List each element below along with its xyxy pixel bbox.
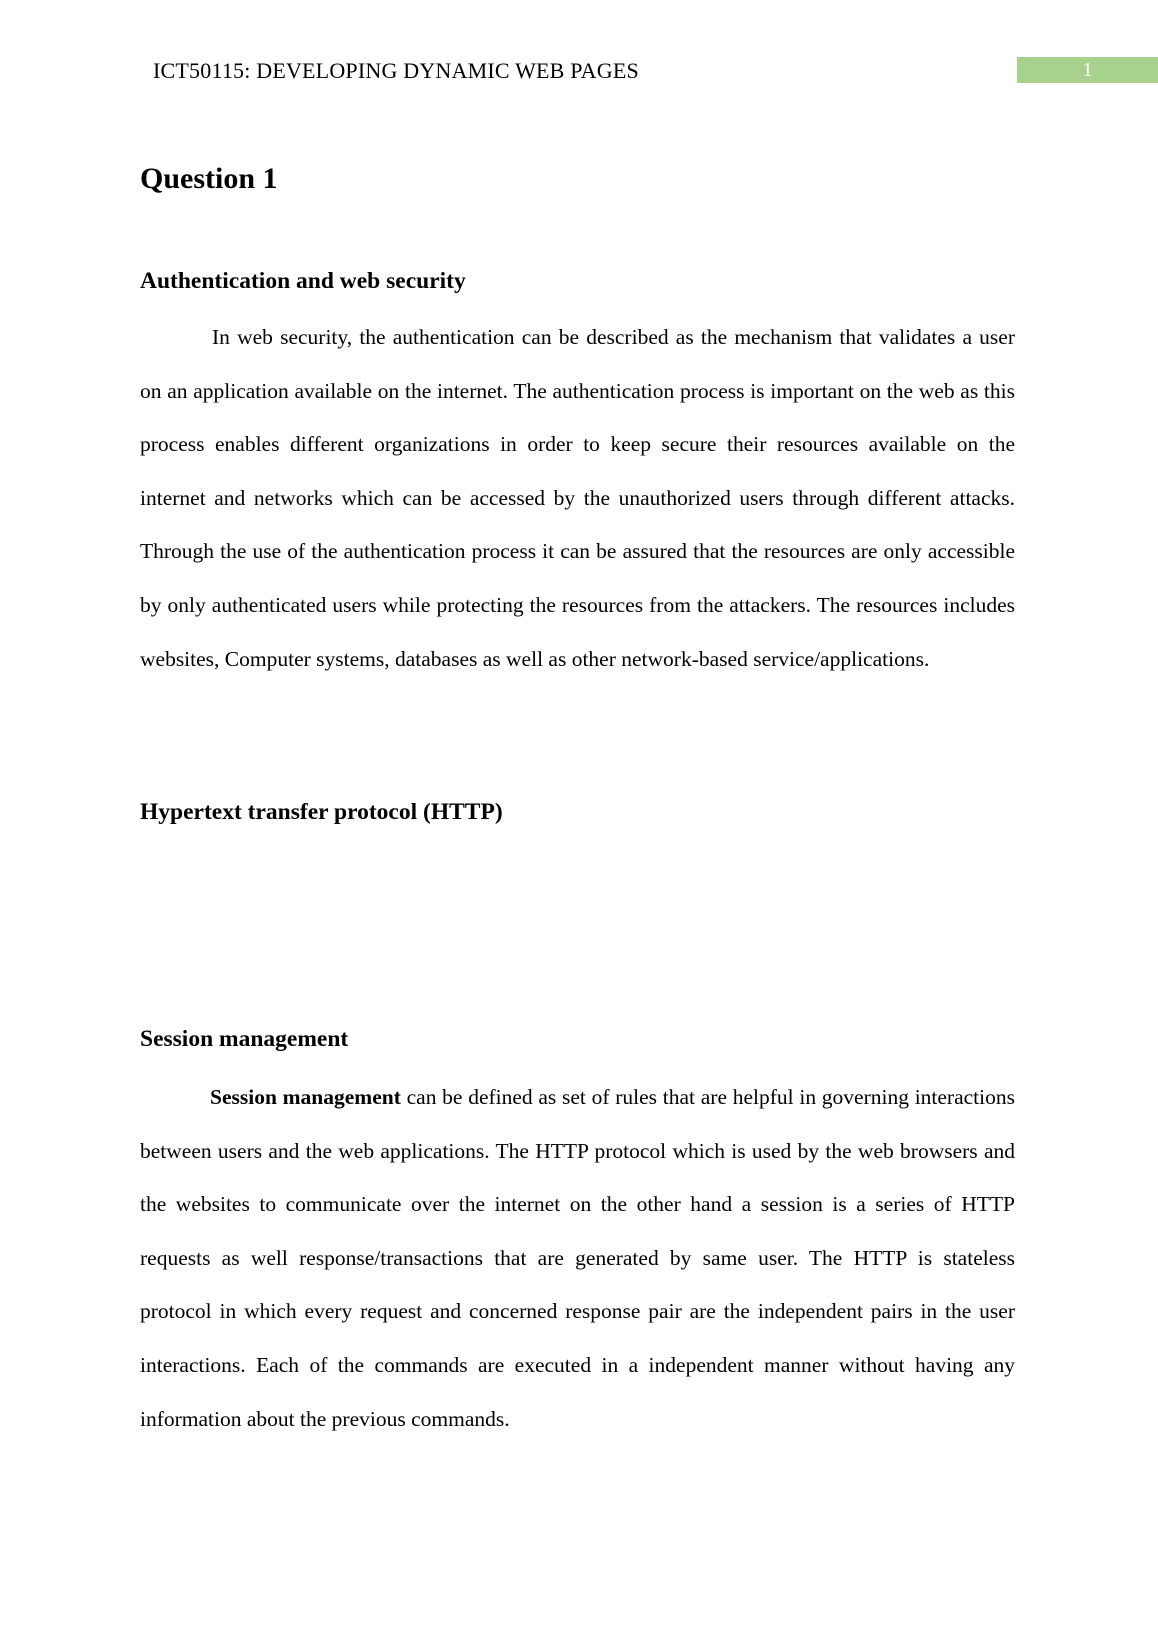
authentication-paragraph bbox=[140, 311, 1015, 686]
session-management-lead-term: Session management bbox=[210, 1085, 401, 1109]
session-management-paragraph bbox=[140, 1071, 1015, 1446]
question-title: Question 1 bbox=[140, 162, 278, 195]
page-header-title: ICT50115: DEVELOPING DYNAMIC WEB PAGES bbox=[153, 58, 639, 83]
section-heading-http: Hypertext transfer protocol (HTTP) bbox=[140, 799, 503, 825]
authentication-paragraph-text: In web security, the authentication can be described as the mechanism that validates a user on an application available on the internet. The authentication process is important on the web as this process enables different organizations in order to keep secure their resources available on the internet and networks which can be accessed by the unauthorized users through different attacks. Through the use of the authentication process it can be assured that the resources are only accessible by only authenticated users while protecting the resources from the attackers. The resources includes websites, Computer systems, databases as well as other network-based service/applications. bbox=[140, 325, 1015, 671]
section-heading-authentication: Authentication and web security bbox=[140, 268, 466, 294]
session-management-paragraph-text: can be defined as set of rules that are helpful in governing interactions between users and the web applications. The HTTP protocol which is used by the web browsers and the websites to communicate over the internet on the other hand a session is a series of HTTP requests as well response/transactions that are generated by same user. The HTTP is stateless protocol in which every request and concerned response pair are the independent pairs in the user interactions. Each of the commands are executed in a independent manner without having any information about the previous commands. bbox=[140, 1085, 1015, 1431]
section-heading-session-management: Session management bbox=[140, 1026, 349, 1052]
page-number-badge: 1 bbox=[1017, 57, 1158, 83]
